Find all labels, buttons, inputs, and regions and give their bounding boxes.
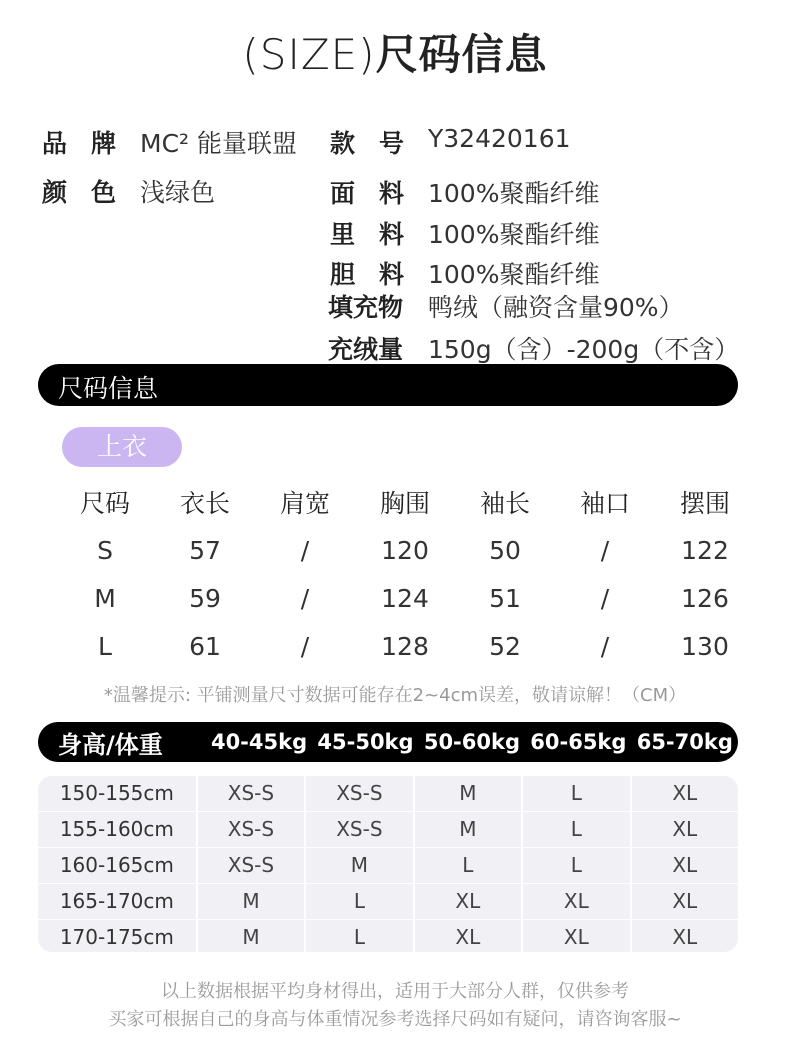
title-zh: 尺码信息 bbox=[375, 30, 548, 79]
label-char: 料 bbox=[378, 220, 404, 249]
height-cell: 165-170cm bbox=[59, 889, 174, 913]
size-table bbox=[55, 478, 755, 670]
size-header-cell: 摆围 bbox=[679, 489, 730, 518]
label-char: 牌 bbox=[90, 129, 116, 158]
size-cell: 51 bbox=[489, 583, 521, 613]
title-en: (SIZE) bbox=[242, 30, 376, 79]
size-cell: 50 bbox=[489, 535, 521, 565]
size-cell: / bbox=[600, 535, 610, 565]
weight-header: 50-60kg bbox=[423, 730, 520, 754]
size-cell: 57 bbox=[189, 535, 221, 565]
grid-size-cell: L bbox=[304, 920, 412, 952]
size-cell: / bbox=[300, 535, 310, 565]
category-pill: 上衣 bbox=[62, 427, 182, 467]
inner-value: 100%聚酯纤维 bbox=[428, 260, 600, 289]
grid-size-cell: M bbox=[196, 884, 304, 919]
table-row bbox=[38, 776, 738, 811]
size-cell: L bbox=[98, 631, 112, 661]
brand-label bbox=[42, 124, 116, 160]
label-char: 面 bbox=[330, 179, 356, 208]
size-header-cell: 尺码 bbox=[79, 489, 130, 518]
table-row bbox=[38, 883, 738, 919]
size-cell: / bbox=[300, 583, 310, 613]
size-cell: / bbox=[600, 583, 610, 613]
grid-size-cell: L bbox=[521, 776, 629, 811]
size-cell: 59 bbox=[189, 583, 221, 613]
size-cell: / bbox=[300, 631, 310, 661]
size-cell: 124 bbox=[381, 583, 429, 613]
measurement-note: *温馨提示: 平铺测量尺寸数据可能存在2~4cm误差，敬请谅解！（CM） bbox=[103, 685, 687, 706]
grid-size-cell: M bbox=[413, 812, 521, 847]
label-char: 颜 bbox=[42, 178, 68, 207]
label-char: 胆 bbox=[330, 260, 356, 289]
style-label bbox=[330, 124, 404, 160]
grid-size-cell: XL bbox=[630, 920, 738, 952]
footer-line-1: 以上数据根据平均身材得出，适用于大部分人群，仅供参考 bbox=[161, 981, 629, 1002]
size-cell: 130 bbox=[681, 631, 729, 661]
hw-corner-label: 身高/体重 bbox=[58, 730, 163, 759]
height-cell: 150-155cm bbox=[59, 781, 174, 805]
label-char: 品 bbox=[42, 129, 68, 158]
grid-size-cell: XS-S bbox=[196, 848, 304, 883]
weight-header: 40-45kg bbox=[210, 730, 308, 754]
grid-size-cell: XL bbox=[630, 884, 738, 919]
size-section-title: 尺码信息 bbox=[58, 374, 159, 403]
filling-label: 填充物 bbox=[328, 293, 404, 322]
size-table-header bbox=[55, 478, 755, 526]
grid-size-cell: L bbox=[521, 812, 629, 847]
size-header-cell: 胸围 bbox=[379, 489, 430, 518]
size-header-cell: 衣长 bbox=[179, 489, 230, 518]
fabric-label bbox=[330, 174, 404, 210]
label-char: 里 bbox=[330, 220, 356, 249]
table-row bbox=[55, 526, 755, 574]
size-header-cell: 袖长 bbox=[479, 489, 530, 518]
size-cell: 120 bbox=[381, 535, 429, 565]
label-char: 料 bbox=[378, 260, 404, 289]
table-row bbox=[55, 622, 755, 670]
grid-size-cell: L bbox=[413, 848, 521, 883]
grid-size-cell: M bbox=[304, 848, 412, 883]
inner-label bbox=[330, 255, 404, 291]
size-header-cell: 袖口 bbox=[579, 489, 630, 518]
height-cell: 170-175cm bbox=[59, 925, 174, 949]
hw-size-grid bbox=[38, 776, 738, 952]
label-char: 号 bbox=[378, 129, 404, 158]
grid-size-cell: XL bbox=[521, 920, 629, 952]
grid-size-cell: XS-S bbox=[196, 812, 304, 847]
grid-size-cell: L bbox=[304, 884, 412, 919]
weight-header: 65-70kg bbox=[636, 730, 733, 754]
label-char: 款 bbox=[330, 129, 356, 158]
label-char: 色 bbox=[90, 178, 116, 207]
size-cell: 61 bbox=[189, 631, 221, 661]
color-label bbox=[42, 173, 116, 209]
grid-size-cell: XL bbox=[630, 812, 738, 847]
grid-size-cell: XL bbox=[413, 920, 521, 952]
table-row bbox=[38, 847, 738, 883]
grid-size-cell: XS-S bbox=[304, 812, 412, 847]
grid-size-cell: XL bbox=[630, 848, 738, 883]
fill-amount-label: 充绒量 bbox=[328, 335, 404, 364]
grid-size-cell: XS-S bbox=[196, 776, 304, 811]
grid-size-cell: L bbox=[521, 848, 629, 883]
lining-label bbox=[330, 215, 404, 251]
grid-size-cell: XL bbox=[630, 776, 738, 811]
size-cell: / bbox=[600, 631, 610, 661]
color-value: 浅绿色 bbox=[140, 178, 216, 207]
footer-line-2: 买家可根据自己的身高与体重情况参考选择尺码如有疑问，请咨询客服~ bbox=[108, 1009, 682, 1030]
size-header-cell: 肩宽 bbox=[279, 489, 330, 518]
height-cell: 155-160cm bbox=[59, 817, 174, 841]
brand-value: MC² 能量联盟 bbox=[140, 129, 297, 158]
table-row bbox=[38, 811, 738, 847]
size-cell: S bbox=[97, 535, 113, 565]
filling-value: 鸭绒（融资含量90%） bbox=[428, 293, 684, 322]
grid-size-cell: XL bbox=[521, 884, 629, 919]
fabric-value: 100%聚酯纤维 bbox=[428, 179, 600, 208]
size-section-bar bbox=[38, 364, 738, 406]
grid-size-cell: M bbox=[196, 920, 304, 952]
style-value: Y32420161 bbox=[428, 124, 571, 153]
fill-amount-value: 150g（含）-200g（不含） bbox=[428, 335, 740, 364]
height-cell: 160-165cm bbox=[59, 853, 174, 877]
grid-size-cell: M bbox=[413, 776, 521, 811]
lining-value: 100%聚酯纤维 bbox=[428, 220, 600, 249]
size-cell: 128 bbox=[381, 631, 429, 661]
size-cell: 122 bbox=[681, 535, 729, 565]
grid-size-cell: XS-S bbox=[304, 776, 412, 811]
page-title bbox=[0, 22, 790, 82]
label-char: 料 bbox=[378, 179, 404, 208]
hw-header-bar bbox=[38, 722, 738, 762]
size-cell: 126 bbox=[681, 583, 729, 613]
grid-size-cell: XL bbox=[413, 884, 521, 919]
table-row bbox=[38, 919, 738, 952]
table-row bbox=[55, 574, 755, 622]
weight-header: 60-65kg bbox=[530, 730, 627, 754]
size-cell: 52 bbox=[489, 631, 521, 661]
weight-header: 45-50kg bbox=[317, 730, 414, 754]
size-cell: M bbox=[94, 583, 116, 613]
